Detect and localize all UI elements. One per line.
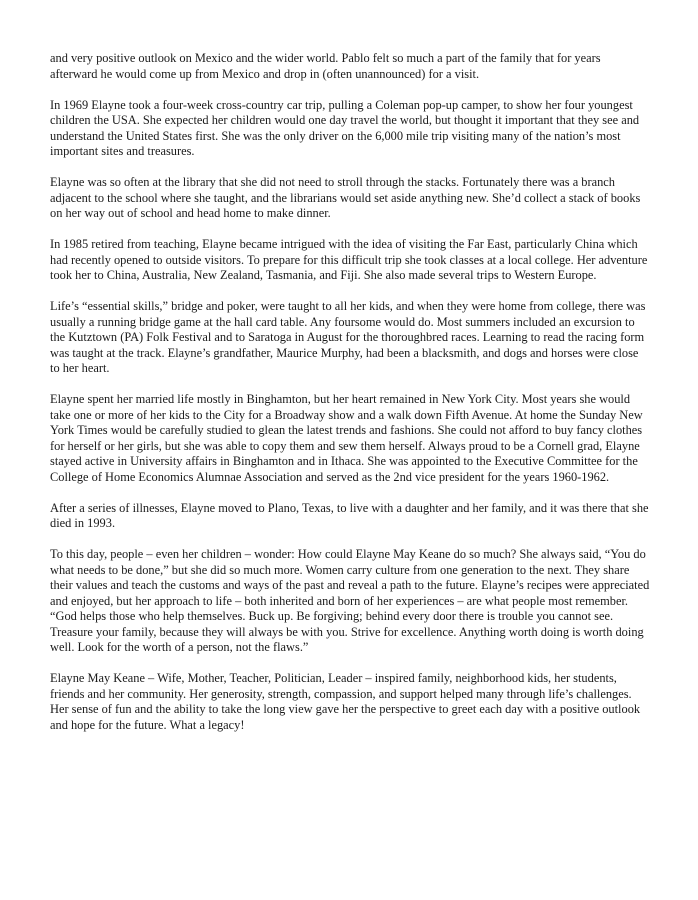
document-page [50, 51, 650, 749]
paragraph-cross-country-trip: In 1969 Elayne took a four-week cross-country car trip, pulling a Coleman pop-up camper, to show her four youngest children the USA. She expected her children would one day travel the world, but thought it important that they see and understand the United States first. She was the only driver on the 6,000 mile trip visiting many of the nation’s most important sites and treasures. [50, 97, 640, 158]
paragraph-tribute: Elayne May Keane – Wife, Mother, Teacher, Politician, Leader – inspired family, neighborhood kids, her students, friends and her community. Her generosity, strength, compassion, and support helped many through life’s challenges. Her sense of fun and the ability to take the long view gave her the perspective to greet each day with a positive outlook and hope for the future. What a legacy! [50, 671, 641, 732]
paragraph-far-east-travel: In 1985 retired from teaching, Elayne became intrigued with the idea of visiting the Far East, particularly China which had recently opened to outside visitors. To prepare for this difficult trip she took classes at a local college. Her adventure took her to China, Australia, New Zealand, Tasmania, and Fiji. She also made several trips to Western Europe. [50, 237, 648, 282]
paragraph-legacy-wisdom: To this day, people – even her children – wonder: How could Elayne May Keane do so much? She always said, “You do what needs to be done,” but she did so much more. Women carry culture from one generation to the next. They share their values and teach the customs and ways of the past and reveal a path to the future. Elayne’s recipes were appreciated and enjoyed, but her approach to life – both inherited and born of her experiences – are what people most remember. “God helps those who help themselves. Buck up. Be forgiving; behind every door there is trouble you cannot see. Treasure your family, because they will always be with you. Strive for excellence. Anything worth doing is worth doing well. Look for the worth of a person, not the flaws.” [50, 547, 650, 654]
paragraph-plano-texas: After a series of illnesses, Elayne moved to Plano, Texas, to live with a daughter and her family, and it was there that she died in 1993. [50, 500, 649, 530]
paragraph-binghamton-new-york: Elayne spent her married life mostly in Binghamton, but her heart remained in New York City. Most years she would take one or more of her kids to the City for a Broadway show and a walk down Fifth Avenue. At home the Sunday New York Times would be carefully studied to glean the latest trends and fashions. She could not afford to buy fancy clothes for herself or her girls, but she was able to copy them and sew them herself. Always proud to be a Cornell grad, Elayne stayed active in University affairs in Binghamton and in Ithaca. She was appointed to the Executive Committee for the College of Home Economics Alumnae Association and served as the 2nd vice president for the years 1960-1962. [50, 392, 643, 484]
paragraph-essential-skills: Life’s “essential skills,” bridge and poker, were taught to all her kids, and when they were home from college, there was usually a running bridge game at the hall card table. Any foursome would do. Most summers included an excursion to the Kutztown (PA) Folk Festival and to Saratoga in August for the thoroughbred races. Learning to read the racing form was taught at the track. Elayne’s grandfather, Maurice Murphy, had been a blacksmith, and dogs and horses were close to her heart. [50, 299, 646, 375]
paragraph-library: Elayne was so often at the library that she did not need to stroll through the stacks. Fortunately there was a branch adjacent to the school where she taught, and the librarians would set aside anything new. She’d collect a stack of books on her way out of school and head home to make dinner. [50, 175, 641, 220]
paragraph-pablo-visits: and very positive outlook on Mexico and the wider world. Pablo felt so much a part of the family that for years afterward he would come up from Mexico and drop in (often unannounced) for a visit. [50, 51, 601, 81]
